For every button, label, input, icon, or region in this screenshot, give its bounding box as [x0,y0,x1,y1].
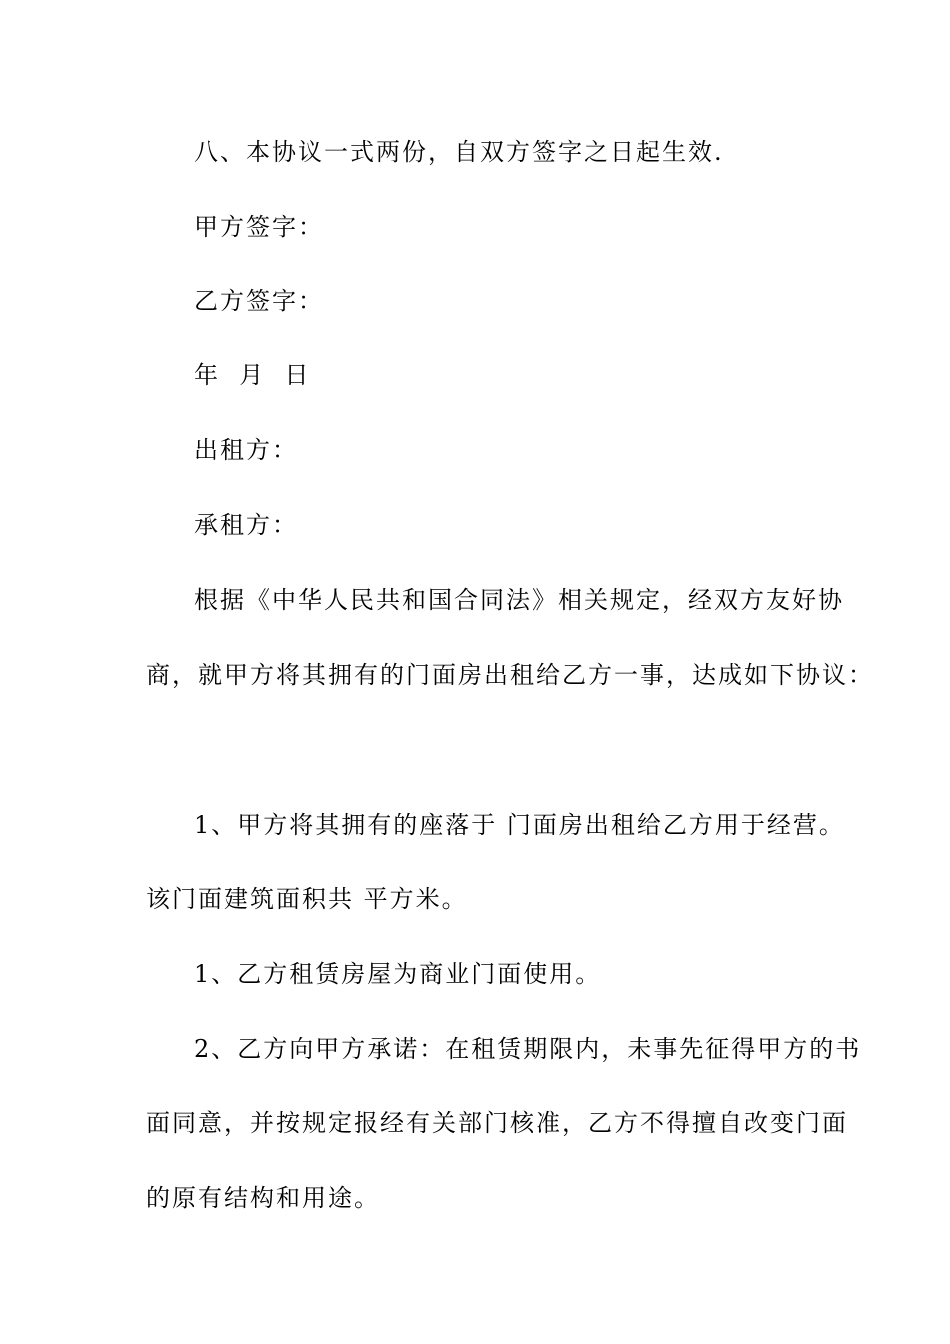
clause-1-line-2: 该门面建筑面积共 平方米。 [146,885,468,913]
lessee-label: 承租方： [194,511,298,539]
clause-2-line-2: 面同意，并按规定报经有关部门核准，乙方不得擅自改变门面 [146,1109,848,1137]
party-a-signature-label: 甲方签字： [194,213,324,241]
preamble-line-1: 根据《中华人民共和国合同法》相关规定，经双方友好协 [194,586,844,614]
date-line: 年 月 日 [194,361,311,389]
party-b-signature-label: 乙方签字： [194,287,324,315]
clause-1-line-1: 1、甲方将其拥有的座落于 门面房出租给乙方用于经营。 [194,811,845,839]
clause-8-effective: 八、本协议一式两份，自双方签字之日起生效. [194,138,724,166]
clause-2-line-1: 2、乙方向甲方承诺：在租赁期限内，未事先征得甲方的书 [194,1035,862,1063]
clause-2-line-3: 的原有结构和用途。 [146,1184,380,1212]
preamble-line-2: 商，就甲方将其拥有的门面房出租给乙方一事，达成如下协议： [146,661,874,689]
clause-1-usage: 1、乙方租赁房屋为商业门面使用。 [194,960,602,988]
lessor-label: 出租方： [194,436,298,464]
